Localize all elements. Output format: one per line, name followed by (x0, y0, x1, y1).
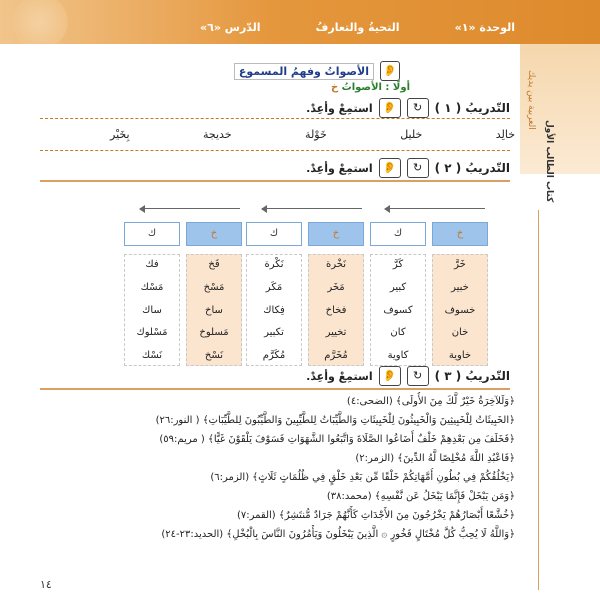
verse-line: ﴿فَاعْبُدِ اللَّهَ مُخْلِصًا لَّهُ الدِّينَ﴾ (الزمر:٢) (355, 453, 515, 464)
exercise-2-header (306, 158, 510, 178)
word: ساخ (205, 304, 223, 316)
word: بِخَيْر (110, 128, 130, 141)
divider (40, 180, 510, 182)
column-letter: ك (124, 222, 180, 246)
word: تكبير (264, 327, 284, 339)
column-words (186, 254, 242, 366)
section-title: الأصواتُ وفهمُ المسموع (234, 63, 374, 80)
word: فك (145, 259, 159, 270)
book-title: كتاب الطالب الأول (544, 120, 554, 203)
word: تخيير (325, 327, 347, 339)
word: خليل (400, 128, 423, 141)
word: خاوية (448, 350, 472, 361)
word: خبير (451, 281, 469, 293)
word: فخاخ (325, 304, 347, 316)
word: خَرَّ (454, 259, 466, 270)
word: مَسلوخ (199, 327, 229, 339)
word: خالِد (495, 128, 515, 141)
word: كان (390, 327, 406, 339)
verse-line: ﴿وَلَلآخِرَةُ خَيْرٌ لَّكَ مِنَ الأُولَى﴾ (الضحى:٤) (346, 396, 515, 407)
exercise-1-label: التّدريبُ ( ١ ) (434, 101, 510, 115)
word: كَرَّ (392, 259, 404, 270)
verse-line: ﴿وَمَن يَبْخَلْ فَإِنَّمَا يَبْخَلُ عَن نَّفْسِهِ﴾ (محمد:٣٨) (326, 491, 515, 502)
page-number: ١٤ (40, 578, 52, 591)
exercise-1-header (306, 98, 510, 118)
column-letter: خ (308, 222, 364, 246)
column-letter: خ (186, 222, 242, 246)
series-title: العربية بين يديك (526, 70, 536, 130)
word: مَسْخ (203, 281, 225, 293)
exercise-2-label: التّدريبُ ( ٢ ) (434, 161, 510, 175)
word: نَسْك (141, 350, 163, 361)
word: كسوف (383, 304, 413, 316)
ear-icon[interactable]: 👂 (379, 366, 401, 386)
replay-icon[interactable]: ↻ (407, 366, 429, 386)
column-letter: خ (432, 222, 488, 246)
word: مُخَرَّم (324, 350, 348, 361)
subtitle-prefix: أولًا : الأصواتُ (341, 82, 410, 93)
header-titles (200, 14, 515, 40)
word: كبير (389, 281, 407, 293)
column-words (246, 254, 302, 366)
word: كاوية (387, 350, 409, 361)
lesson-label: الدّرس «٦» (200, 20, 261, 34)
pair-column (432, 222, 488, 366)
ear-icon[interactable]: 👂 (380, 61, 400, 81)
topic-label: التحيةُ والتعارفُ (315, 20, 400, 34)
column-words (124, 254, 180, 366)
word: ساك (142, 304, 162, 316)
pair-column (124, 222, 180, 366)
word: فِكاك (263, 304, 285, 316)
arrow-left-icon (262, 208, 362, 209)
section-subtitle (300, 82, 410, 93)
pair-column (370, 222, 426, 366)
verse-line: ﴿الخَبِيثَاتُ لِلْخَبِيثِينَ وَالْخَبِيثُونَ لِلْخَبِيثَاتِ وَالطَّيِّبَاتُ لِلطَّيِّبِينَ وَالطَّيِّبُونَ لِلطَّيِّبَاتِ﴾ ( النور:٢٦) (155, 415, 515, 426)
verse-line: ﴿وَاللَّهُ لَا يُحِبُّ كُلَّ مُخْتَالٍ فَخُورٍ ۞ الَّذِينَ يَبْخَلُونَ وَيَأْمُرُونَ النَّاسَ بِالْبُخْلِ﴾ (الحديد:٢٣-٢٤) (161, 529, 515, 540)
arrow-left-icon (140, 208, 240, 209)
pair-column (186, 222, 242, 366)
section-title-row (220, 60, 400, 82)
verse-line: ﴿يَخْلُقُكُمْ فِي بُطُونِ أُمَّهَاتِكُمْ خَلْقًا مِّن بَعْدِ خَلْقٍ فِي ظُلُمَاتٍ ثَلَاثٍ﴾ (الزمر:٦) (210, 472, 515, 483)
column-words (308, 254, 364, 366)
word: مَخَر (327, 281, 345, 293)
column-words (370, 254, 426, 366)
column-letter: ك (246, 222, 302, 246)
unit-label: الوحدة «١» (454, 20, 515, 34)
word: نَخْرة (326, 259, 346, 270)
pair-column (246, 222, 302, 366)
replay-icon[interactable]: ↻ (407, 158, 429, 178)
exercise-3-label: التّدريبُ ( ٣ ) (434, 369, 510, 383)
arrow-left-icon (385, 208, 485, 209)
word: نَسْخ (204, 350, 224, 361)
word: خَوْلة (305, 128, 327, 141)
divider (40, 118, 510, 119)
verse-line: ﴿خُشَّعًا أَبْصَارُهُمْ يَخْرُجُونَ مِنَ الأَجْدَاثِ كَأَنَّهُمْ جَرَادٌ مُّنتَشِرٌ﴾ (القمر:٧) (236, 510, 515, 521)
word: فَخ (208, 259, 220, 270)
side-divider (538, 210, 539, 590)
header-ornament (0, 0, 80, 44)
divider (40, 150, 510, 151)
word: مُكَرَّم (262, 350, 286, 361)
ear-icon[interactable]: 👂 (379, 158, 401, 178)
column-words (432, 254, 488, 366)
word: مَسْلوك (136, 327, 168, 339)
subtitle-letter: خ (330, 82, 339, 93)
exercise-1-words (110, 128, 515, 146)
word: نَكْرة (264, 259, 284, 270)
exercise-2-instruction: استمِعْ وأعِدْ. (306, 161, 373, 175)
word: خسوف (444, 304, 476, 316)
pair-column (308, 222, 364, 366)
word: خان (451, 327, 469, 339)
exercise-3-header (306, 366, 510, 386)
word: مَسْك (140, 281, 164, 293)
verse-line: ﴿فَخَلَفَ مِن بَعْدِهِمْ خَلْفٌ أَضَاعُوا الصَّلَاةَ وَاتَّبَعُوا الشَّهَوَاتِ فَسَوْفَ يَلْقَوْنَ غَيًّا﴾ ( مريم:٥٩) (159, 434, 515, 445)
verse-list (40, 392, 515, 544)
word: خديجة (202, 128, 232, 141)
exercise-1-instruction: استمِعْ وأعِدْ. (306, 101, 373, 115)
word: مَكَر (265, 281, 283, 293)
ear-icon[interactable]: 👂 (379, 98, 401, 118)
column-letter: ك (370, 222, 426, 246)
replay-icon[interactable]: ↻ (407, 98, 429, 118)
divider (40, 388, 510, 390)
exercise-3-instruction: استمِعْ وأعِدْ. (306, 369, 373, 383)
